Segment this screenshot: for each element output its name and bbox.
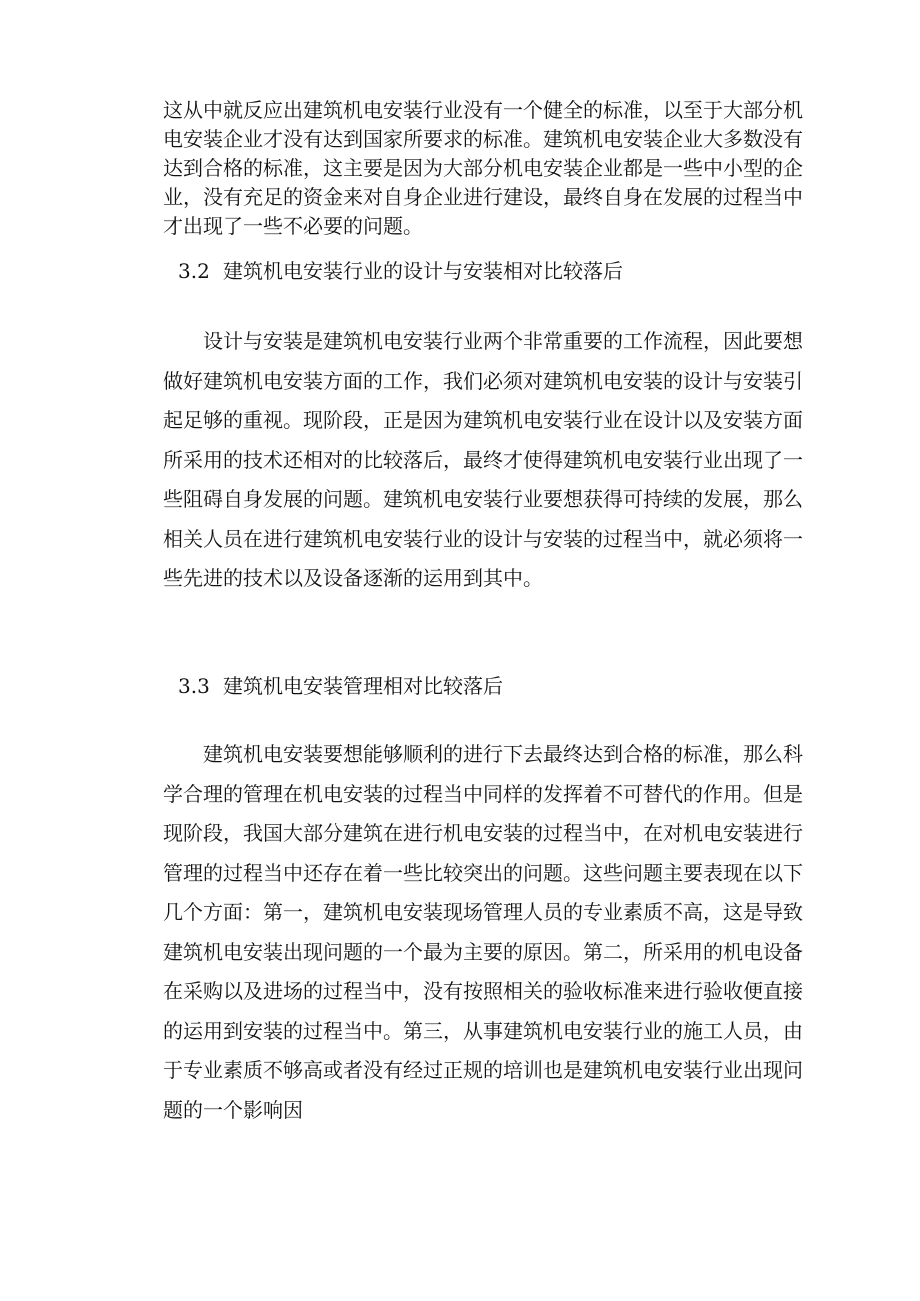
section-3-2-paragraph: 设计与安装是建筑机电安装行业两个非常重要的工作流程，因此要想做好建筑机电安装方面的工作，我们必须对建筑机电安装的设计与安装引起足够的重视。现阶段，正是因为建筑机电安装行业在设计以及安装方面所采用的技术还相对的比较落后，最终才使得建筑机电安装行业出现了一些阻碍自身发展的问题。建筑机电安装行业要想获得可持续的发展，那么相关人员在进行建筑机电安装行业的设计与安装的过程当中，就必须将一些先进的技术以及设备逐渐的运用到其中。 bbox=[163, 329, 803, 590]
intro-paragraph: 这从中就反应出建筑机电安装行业没有一个健全的标准，以至于大部分机电安装企业才没有达到国家所要求的标准。建筑机电安装企业大多数没有达到合格的标准，这主要是因为大部分机电安装企业都是一些中小型的企业，没有充足的资金来对自身企业进行建设，最终自身在发展的过程当中才出现了一些不必要的问题。 bbox=[163, 98, 803, 238]
section-3-3-paragraph: 建筑机电安装要想能够顺利的进行下去最终达到合格的标准，那么科学合理的管理在机电安装的过程当中同样的发挥着不可替代的作用。但是现阶段，我国大部分建筑在进行机电安装的过程当中，在对机电安装进行管理的过程当中还存在着一些比较突出的问题。这些问题主要表现在以下几个方面：第一，建筑机电安装现场管理人员的专业素质不高，这是导致建筑机电安装出现问题的一个最为主要的原因。第二，所采用的机电设备在采购以及进场的过程当中，没有按照相关的验收标准来进行验收便直接的运用到安装的过程当中。第三，从事建筑机电安装行业的施工人员，由于专业素质不够高或者没有经过正规的培训也是建筑机电安装行业出现问题的一个影响因 bbox=[163, 742, 803, 1122]
section-title: 建筑机电安装行业的设计与安装相对比较落后 bbox=[223, 259, 623, 283]
section-number: 3.3 bbox=[178, 674, 210, 698]
section-heading-3-3 bbox=[178, 671, 503, 701]
section-number: 3.2 bbox=[178, 259, 210, 283]
section-heading-3-2 bbox=[178, 256, 623, 286]
section-title: 建筑机电安装管理相对比较落后 bbox=[223, 674, 503, 698]
